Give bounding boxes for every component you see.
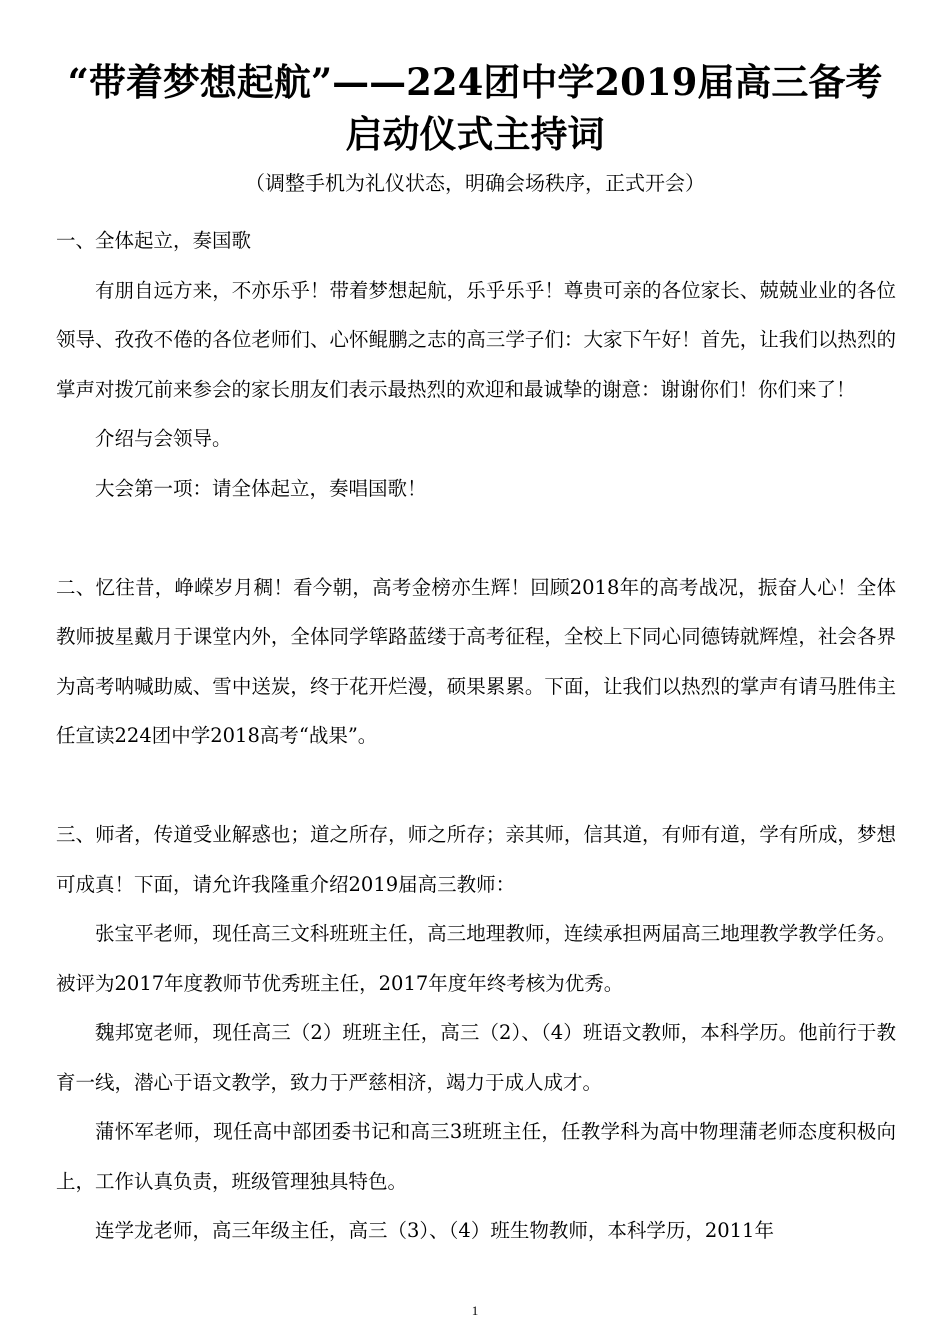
teacher-intro-lian: 连学龙老师，高三年级主任，高三（3）、（4）班生物教师，本科学历，2011年 xyxy=(95,1219,774,1242)
section-spacer xyxy=(56,513,896,563)
page-number: 1 xyxy=(471,1303,479,1318)
section-spacer xyxy=(56,761,896,811)
document-body xyxy=(56,216,896,1256)
teacher-intro-pu: 蒲怀军老师，现任高中部团委书记和高三3班班主任，任教学科为高中物理蒲老师态度积极向上，工作认真负责，班级管理独具特色。 xyxy=(56,1120,896,1193)
section-1-heading: 一、全体起立，奏国歌 xyxy=(56,229,252,252)
section-1-paragraph-anthem: 大会第一项：请全体起立，奏唱国歌！ xyxy=(95,476,427,500)
section-1-paragraph-leaders: 介绍与会领导。 xyxy=(95,427,232,450)
section-1-paragraph-welcome: 有朋自远方来，不亦乐乎！带着梦想起航，乐乎乐乎！尊贵可亲的各位家长、兢兢业业的各位领导、孜孜不倦的各位老师们、心怀鲲鹏之志的高三学子们：大家下午好！首先，让我们以热烈的掌声对拨冗前来参会的家长朋友们表示最热烈的欢迎和最诚挚的谢意：谢谢你们！你们来了！ xyxy=(56,278,896,401)
section-2-paragraph: 二、忆往昔，峥嵘岁月稠！看今朝，高考金榜亦生辉！回顾2018年的高考战况，振奋人心！全体教师披星戴月于课堂内外，全体同学筚路蓝缕于高考征程，全校上下同心同德铸就辉煌，社会各界为高考呐喊助威、雪中送炭，终于花开烂漫，硕果累累。下面，让我们以热烈的掌声有请马胜伟主任宣读224团中学2018高考“战果”。 xyxy=(56,575,896,747)
section-3-paragraph: 三、师者，传道受业解惑也；道之所存，师之所存；亲其师，信其道，有师有道，学有所成，梦想可成真！下面，请允许我隆重介绍2019届高三教师： xyxy=(56,823,896,896)
opening-note: （调整手机为礼仪状态，明确会场秩序，正式开会） xyxy=(245,171,705,195)
teacher-intro-wei: 魏邦宽老师，现任高三（2）班班主任，高三（2）、（4）班语文教师，本科学历。他前行于教育一线，潜心于语文教学，致力于严慈相济，竭力于成人成才。 xyxy=(56,1021,896,1094)
teacher-intro-zhang: 张宝平老师，现任高三文科班班主任，高三地理教师，连续承担两届高三地理教学教学任务。被评为2017年度教师节优秀班主任，2017年度年终考核为优秀。 xyxy=(56,922,896,995)
document-title: “带着梦想起航”——224团中学2019届高三备考启动仪式主持词 xyxy=(67,60,883,156)
